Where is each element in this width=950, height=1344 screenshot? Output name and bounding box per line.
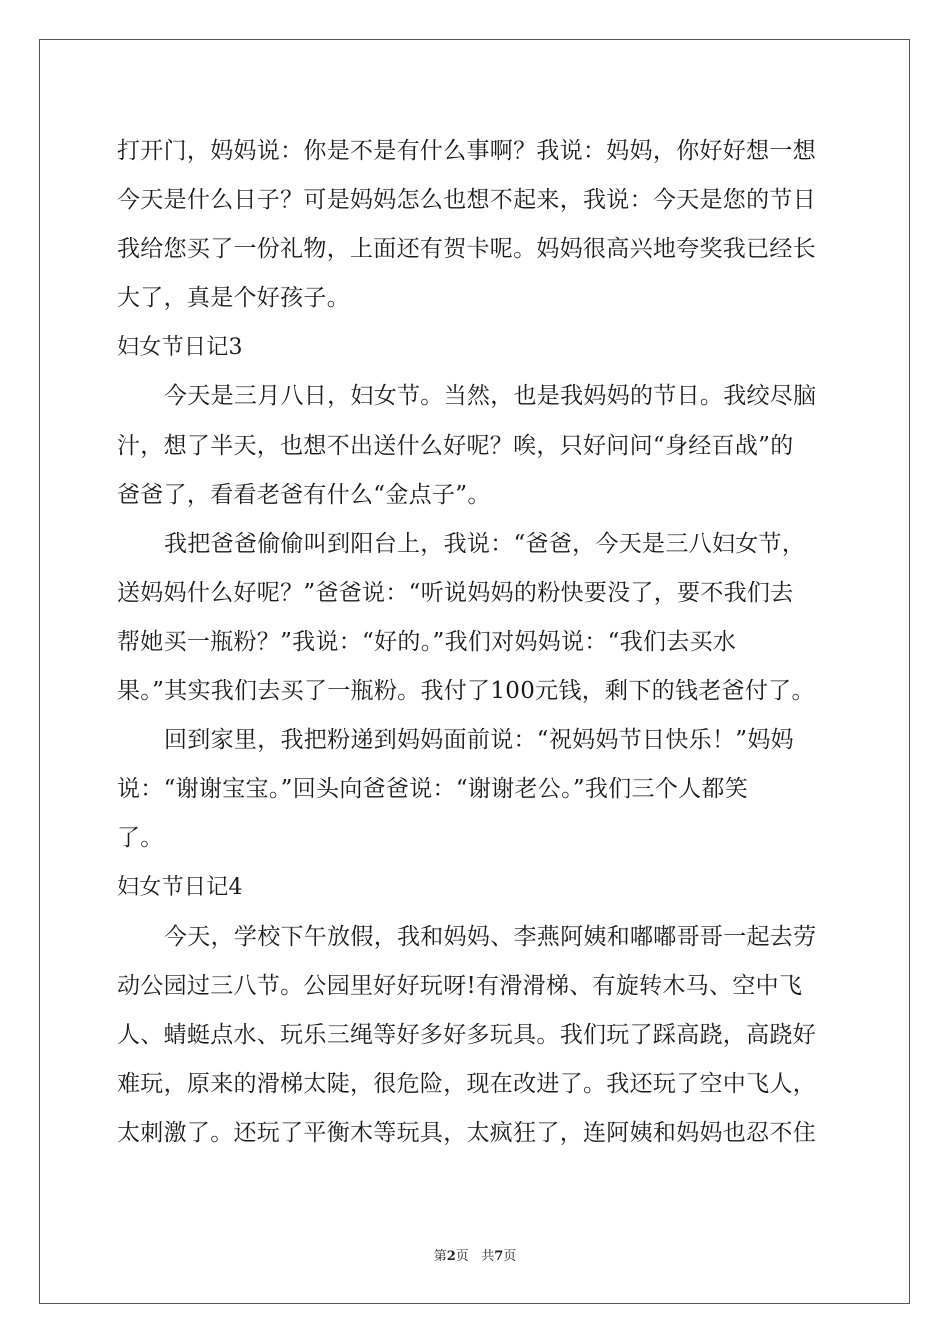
page-number: 2 <box>446 1249 456 1264</box>
text-line: 回到家里，我把粉递到妈妈面前说：“祝妈妈节日快乐！”妈妈 <box>164 727 794 754</box>
total-pages: 7 <box>494 1249 504 1264</box>
text-line: 果。”其实我们去买了一瓶粉。我付了100元钱，剩下的钱老爸付了。 <box>117 678 815 705</box>
section-heading: 妇女节日记3 <box>117 335 243 361</box>
text-line: 了。 <box>117 825 164 852</box>
document-body <box>117 127 852 1158</box>
text-line: 大了，真是个好孩子。 <box>117 285 350 312</box>
text-line: 汁，想了半天，也想不出送什么好呢？唉，只好问问“身经百战”的 <box>117 432 794 459</box>
section-heading: 妇女节日记4 <box>117 875 243 901</box>
text-line: 人、蜻蜓点水、玩乐三绳等好多好多玩具。我们玩了踩高跷，高跷好 <box>117 1021 816 1048</box>
text-line: 太刺激了。还玩了平衡木等玩具，太疯狂了，连阿姨和妈妈也忍不住 <box>117 1119 816 1146</box>
text-line: 帮她买一瓶粉？”我说：“好的。”我们对妈妈说：“我们去买水 <box>117 628 737 655</box>
page-prefix: 第 <box>433 1249 447 1264</box>
text-line: 动公园过三八节。公园里好好玩呀!有滑滑梯、有旋转木马、空中飞 <box>117 972 803 999</box>
text-line: 难玩，原来的滑梯太陡，很危险，现在改进了。我还玩了空中飞人， <box>117 1070 816 1097</box>
total-suffix: 页 <box>503 1249 517 1264</box>
text-line: 说：“谢谢宝宝。”回头向爸爸说：“谢谢老公。”我们三个人都笑 <box>117 776 749 803</box>
page-footer <box>0 1245 950 1264</box>
text-line: 我把爸爸偷偷叫到阳台上，我说：“爸爸，今天是三八妇女节， <box>164 530 806 557</box>
text-line: 我给您买了一份礼物，上面还有贺卡呢。妈妈很高兴地夸奖我已经长 <box>117 236 816 263</box>
total-prefix: 共 <box>481 1249 495 1264</box>
text-line: 打开门，妈妈说：你是不是有什么事啊？我说：妈妈，你好好想一想 <box>117 138 816 164</box>
text-line: 今天是什么日子？可是妈妈怎么也想不起来，我说：今天是您的节日 <box>117 187 816 214</box>
text-line: 送妈妈什么好呢？”爸爸说：“听说妈妈的粉快要没了，要不我们去 <box>117 579 794 606</box>
page-suffix: 页 <box>455 1249 469 1264</box>
text-line: 今天，学校下午放假，我和妈妈、李燕阿姨和嘟嘟哥哥一起去劳 <box>164 923 817 950</box>
text-line: 爸爸了，看看老爸有什么“金点子”。 <box>117 481 491 508</box>
text-line: 今天是三月八日，妇女节。当然，也是我妈妈的节日。我绞尽脑 <box>164 383 817 410</box>
